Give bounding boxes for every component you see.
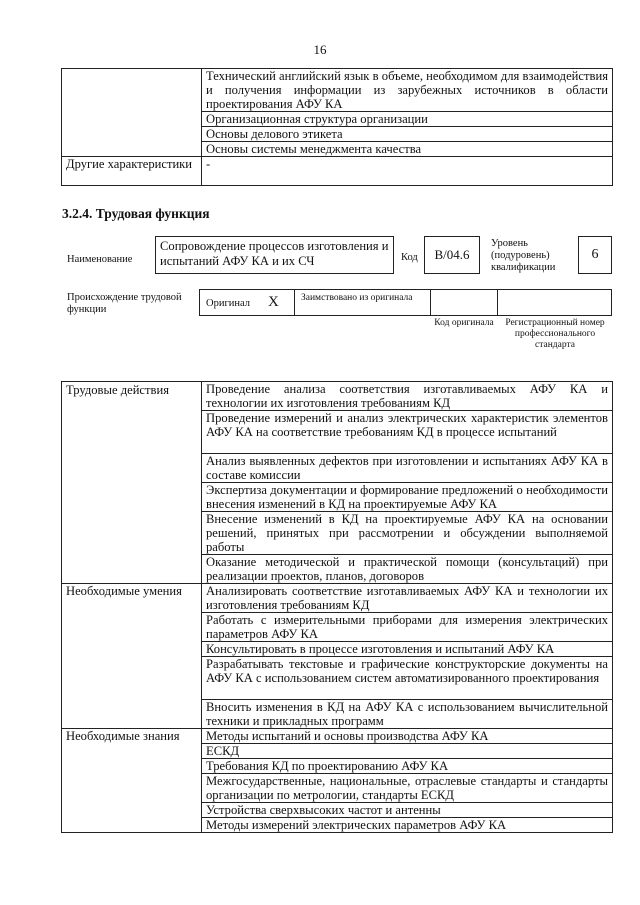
labor-action-item: Внесение изменений в КД на проектируемые АФУ КА на основании решений, принятых при рассмотрении и обсуждении выполняемой работы — [202, 512, 613, 555]
required-skills-label: Необходимые умения — [62, 584, 202, 729]
labor-action-item: Оказание методической и практической помощи (консультаций) при реализации проектов, планов, договоров — [202, 555, 613, 584]
table-row — [62, 127, 613, 142]
borrowed-box — [294, 289, 431, 316]
section-title: 3.2.4. Трудовая функция — [62, 206, 210, 221]
other-characteristics-value: - — [202, 157, 613, 186]
original-label: Оригинал — [206, 298, 250, 309]
function-name: Сопровождение процессов изготовления и испытаний АФУ КА и их СЧ — [160, 239, 389, 268]
knowledge-item: Требования КД по проектированию АФУ КА — [202, 759, 613, 774]
knowledge-item: Технический английский язык в объеме, необходимом для взаимодействия и получения информации из зарубежных источников в области проектирования АФУ КА — [202, 69, 613, 112]
code-label: Код — [401, 252, 418, 263]
skill-item: Анализировать соответствие изготавливаемых АФУ КА и технологии их изготовления требованиям КД — [202, 584, 613, 613]
original-box — [199, 289, 295, 316]
page-number: 16 — [313, 42, 327, 57]
table-row — [62, 112, 613, 127]
registration-number-caption: Регистрационный номер профессионального стандарта — [505, 318, 605, 350]
skill-item: Вносить изменения в КД на АФУ КА с использованием вычислительной техники и прикладных программ — [202, 700, 613, 729]
level-label: Уровень (подуровень) квалификации — [491, 238, 556, 273]
level-value-box — [578, 236, 612, 274]
labor-function-table — [61, 381, 613, 833]
original-mark: X — [268, 294, 279, 310]
labor-action-item: Проведение анализа соответствия изготавливаемых АФУ КА и технологии их изготовления требованиям КД — [202, 382, 613, 411]
knowledge-item: Методы измерений электрических параметров АФУ КА — [202, 818, 613, 833]
skill-item: Разрабатывать текстовые и графические конструкторские документы на АФУ КА с использованием систем автоматизированного проектирования — [202, 657, 613, 700]
labor-action-item: Проведение измерений и анализ электрических характеристик элементов АФУ КА на соответствие требованиям КД в процессе испытаний — [202, 411, 613, 454]
origin-label: Происхождение трудовой функции — [67, 292, 182, 315]
skill-item: Работать с измерительными приборами для измерения электрических параметров АФУ КА — [202, 613, 613, 642]
skill-item: Консультировать в процессе изготовления и испытаний АФУ КА — [202, 642, 613, 657]
registration-number-box — [497, 289, 612, 316]
table-row — [62, 157, 613, 186]
table-row — [62, 69, 613, 112]
knowledge-item: ЕСКД — [202, 744, 613, 759]
borrowed-label: Заимствовано из оригинала — [301, 293, 413, 303]
knowledge-item: Устройства сверхвысоких частот и антенны — [202, 803, 613, 818]
knowledge-item: Основы системы менеджмента качества — [202, 142, 613, 157]
name-value-box — [155, 236, 394, 274]
labor-action-item: Анализ выявленных дефектов при изготовлении и испытаниях АФУ КА в составе комиссии — [202, 454, 613, 483]
name-label: Наименование — [67, 254, 133, 265]
labor-action-item: Экспертиза документации и формирование предложений о необходимости внесения изменений в КД на проектируемые АФУ КА — [202, 483, 613, 512]
function-code: В/04.6 — [434, 247, 470, 262]
table-row — [62, 729, 613, 744]
knowledge-item: Основы делового этикета — [202, 127, 613, 142]
required-knowledge-label: Необходимые знания — [62, 729, 202, 833]
top-characteristics-table — [61, 68, 613, 186]
qualification-level: 6 — [591, 247, 599, 262]
labor-actions-label: Трудовые действия — [62, 382, 202, 584]
knowledge-item: Методы испытаний и основы производства АФУ КА — [202, 729, 613, 744]
original-code-box — [430, 289, 498, 316]
code-value-box — [424, 236, 480, 274]
table-row — [62, 142, 613, 157]
knowledge-item: Межгосударственные, национальные, отраслевые стандарты и стандарты организации по метрологии, стандарты ЕСКД — [202, 774, 613, 803]
empty-label-cell — [62, 69, 202, 112]
original-code-caption: Код оригинала — [434, 318, 494, 328]
table-row — [62, 382, 613, 411]
knowledge-item: Организационная структура организации — [202, 112, 613, 127]
other-characteristics-label: Другие характеристики — [62, 157, 202, 186]
table-row — [62, 584, 613, 613]
